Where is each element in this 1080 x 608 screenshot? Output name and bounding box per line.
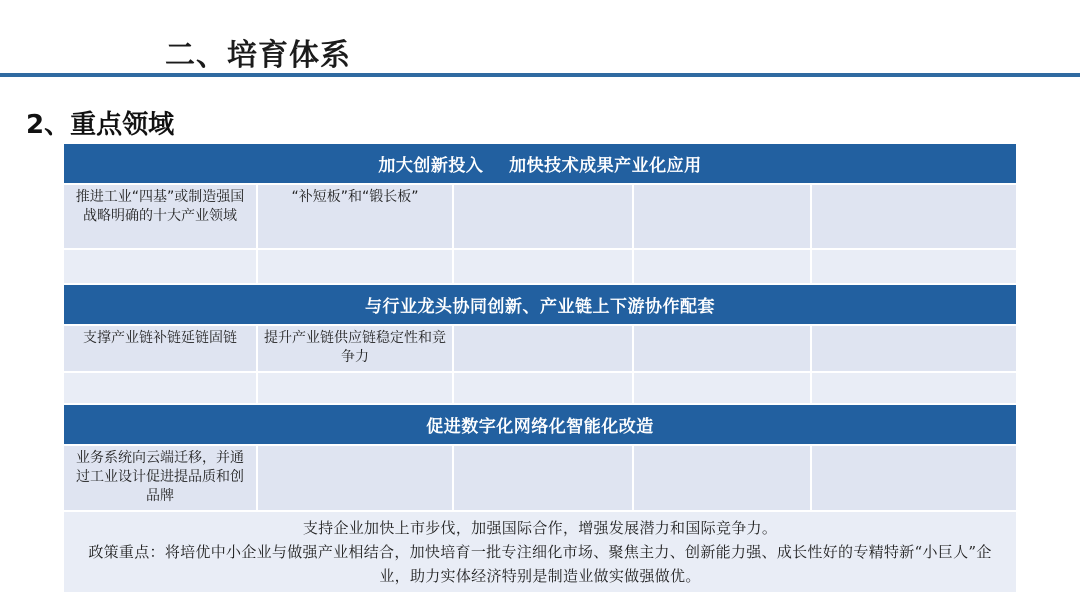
- policy-cell: [64, 512, 1016, 594]
- table-cell: [634, 326, 812, 373]
- table-cell: [454, 250, 634, 285]
- table-cell: [454, 446, 634, 512]
- focus-item: 业务系统向云端迁移，并通过工业设计促进提品质和创品牌: [76, 450, 244, 504]
- table-cell: [454, 373, 634, 405]
- focus-item: 提升产业链供应链稳定性和竞争力: [264, 330, 446, 365]
- policy-line-1: 支持企业加快上市步伐，加强国际合作，增强发展潜力和国际竞争力。: [302, 519, 778, 537]
- table-cell: [258, 373, 454, 405]
- focus-item: 支撑产业链补链延链固链: [83, 330, 237, 346]
- content-row: [64, 185, 1016, 250]
- focus-item: “补短板”和“锻长板”: [291, 189, 419, 205]
- section-subtitle: 2、重点领域: [26, 110, 175, 140]
- table-cell: [64, 326, 258, 373]
- section-header: 加大创新投入 加快技术成果产业化应用: [64, 144, 1016, 185]
- empty-row: [64, 250, 1016, 285]
- focus-areas-table: [64, 144, 1016, 594]
- table-cell: [258, 250, 454, 285]
- table-cell: [634, 185, 812, 250]
- section-header-row: [64, 144, 1016, 185]
- table-cell: [64, 250, 258, 285]
- empty-row: [64, 373, 1016, 405]
- slide-title: 二、培育体系: [165, 38, 351, 73]
- policy-row: [64, 512, 1016, 594]
- content-row: [64, 326, 1016, 373]
- title-divider: [0, 73, 1080, 77]
- table-cell: [64, 446, 258, 512]
- table-cell: [812, 373, 1016, 405]
- table-cell: [634, 373, 812, 405]
- table-cell: [634, 446, 812, 512]
- table-cell: [454, 326, 634, 373]
- table-cell: [258, 326, 454, 373]
- section-header: 促进数字化网络化智能化改造: [64, 405, 1016, 446]
- table-cell: [258, 185, 454, 250]
- table-cell: [812, 326, 1016, 373]
- table-cell: [64, 185, 258, 250]
- content-row: [64, 446, 1016, 512]
- table-cell: [812, 185, 1016, 250]
- table-cell: [64, 373, 258, 405]
- policy-line-2: 政策重点：将培优中小企业与做强产业相结合，加快培育一批专注细化市场、聚焦主力、创新能力强、成长性好的专精特新“小巨人”企业，助力实体经济特别是制造业做实做强做优。: [88, 543, 992, 585]
- section-header: 与行业龙头协同创新、产业链上下游协作配套: [64, 285, 1016, 326]
- section-header-row: [64, 405, 1016, 446]
- table-cell: [258, 446, 454, 512]
- table-cell: [812, 250, 1016, 285]
- section-header-row: [64, 285, 1016, 326]
- focus-item: 推进工业“四基”或制造强国战略明确的十大产业领域: [75, 189, 245, 224]
- table-cell: [454, 185, 634, 250]
- table-cell: [812, 446, 1016, 512]
- table-cell: [634, 250, 812, 285]
